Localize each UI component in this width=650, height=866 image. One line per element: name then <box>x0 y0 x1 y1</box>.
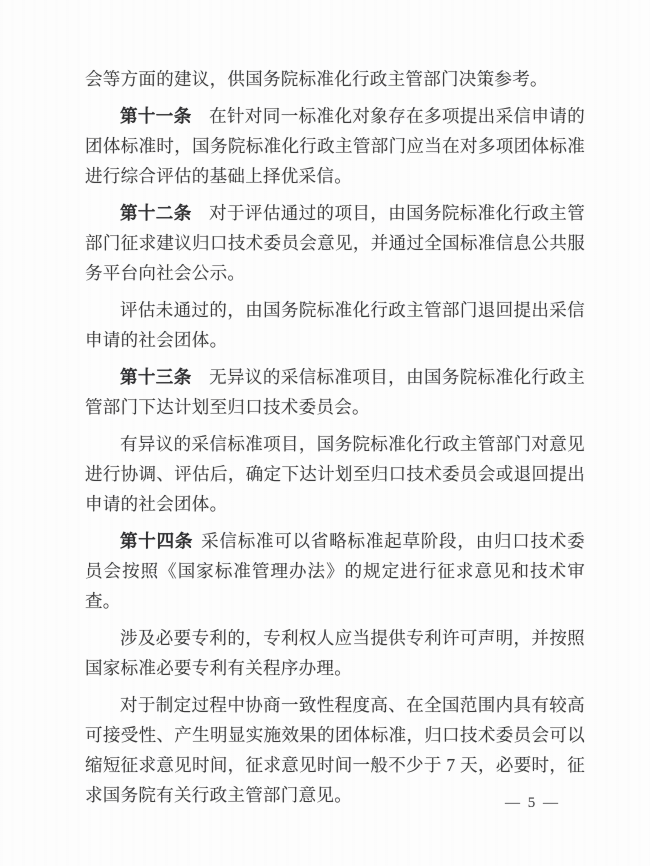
paragraph-text: 对于评估通过的项目，由国务院标准化行政主管部门征求建议归口技术委员会意见，并通过全国标准信息公共服务平台向社会公示。 <box>85 203 585 283</box>
paragraph-article-12-clause-2 <box>85 295 585 355</box>
paragraph-article-11 <box>85 101 585 191</box>
page-number: — 5 — <box>505 795 560 811</box>
article-number: 第十二条 <box>120 203 192 223</box>
paragraph-text: 在针对同一标准化对象存在多项提出采信申请的团体标准时，国务院标准化行政主管部门应当在对多项团体标准进行综合评估的基础上择优采信。 <box>85 106 585 186</box>
paragraph-text: 对于制定过程中协商一致性程度高、在全国范围内具有较高可接受性、产生明显实施效果的团体标准，归口技术委员会可以缩短征求意见时间，征求意见时间一般不少于 7 天，必要时，征求国务院有关行政主管部门意见。 <box>85 695 585 805</box>
paragraph-article-12 <box>85 198 585 288</box>
paragraph-article-14-clause-2 <box>85 623 585 683</box>
paragraph-article-13-clause-2 <box>85 429 585 519</box>
paragraph-article-14 <box>85 526 585 616</box>
paragraph-text: 涉及必要专利的，专利权人应当提供专利许可声明，并按照国家标准必要专利有关程序办理。 <box>85 628 585 678</box>
document-body <box>85 64 585 810</box>
article-number: 第十一条 <box>120 106 192 126</box>
paragraph-text: 无异议的采信标准项目，由国务院标准化行政主管部门下达计划至归口技术委员会。 <box>85 367 585 417</box>
paragraph-text: 采信标准可以省略标准起草阶段，由归口技术委员会按照《国家标准管理办法》的规定进行征求意见和技术审查。 <box>85 531 585 611</box>
paragraph-text: 有异议的采信标准项目，国务院标准化行政主管部门对意见进行协调、评估后，确定下达计划至归口技术委员会或退回提出申请的社会团体。 <box>85 434 585 514</box>
paragraph-text: 会等方面的建议，供国务院标准化行政主管部门决策参考。 <box>85 69 548 89</box>
paragraph-article-13 <box>85 362 585 422</box>
paragraph-continuation <box>85 64 585 94</box>
article-number: 第十三条 <box>120 367 192 387</box>
paragraph-text: 评估未通过的，由国务院标准化行政主管部门退回提出采信申请的社会团体。 <box>85 300 585 350</box>
article-number: 第十四条 <box>120 531 194 551</box>
page-footer <box>85 792 585 814</box>
